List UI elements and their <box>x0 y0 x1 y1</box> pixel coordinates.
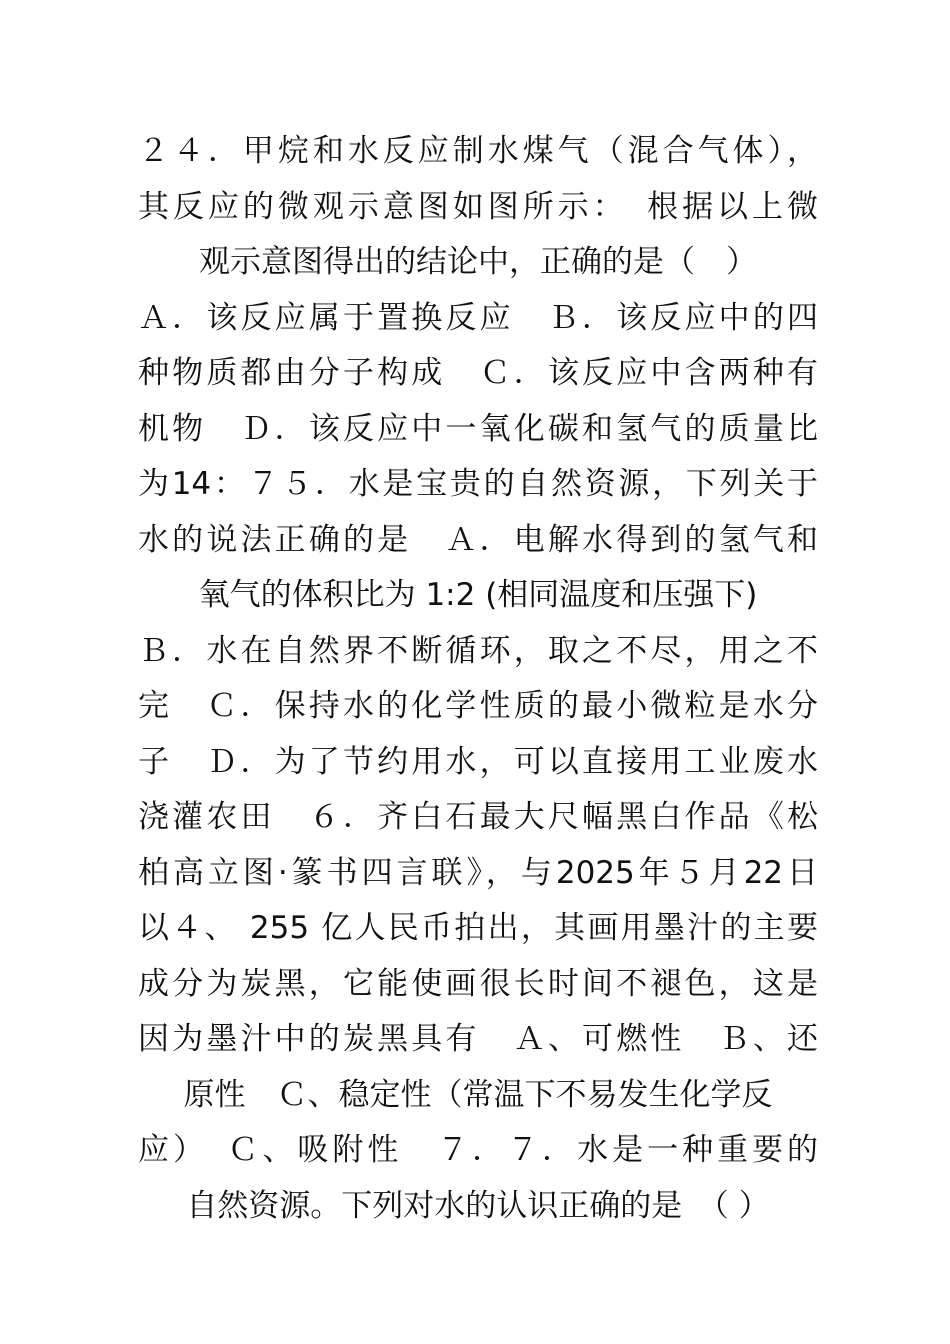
text-line-7: 为14：７５．水是宝贵的自然资源，下列关于 <box>138 466 818 502</box>
text-line-17: 因为墨汁中的炭黑具有 Ａ、可燃性 Ｂ、还 <box>138 1021 818 1057</box>
text-line-9: 氧气的体积比为 1:2 (相同温度和压强下) <box>198 577 758 613</box>
text-line-19: 应） Ｃ、吸附性 ７．７．水是一种重要的 <box>138 1132 818 1168</box>
text-line-14: 柏高立图·篆书四言联》，与2025年５月22日 <box>138 854 818 891</box>
text-line-15: 以４、 255 亿人民币拍出，其画用墨汁的主要 <box>138 910 818 946</box>
text-line-12: 子 Ｄ．为了节约用水，可以直接用工业废水 <box>138 743 818 780</box>
text-line-4: Ａ．该反应属于置换反应 Ｂ．该反应中的四 <box>138 299 818 336</box>
text-line-8: 水的说法正确的是 Ａ．电解水得到的氢气和 <box>138 521 818 558</box>
text-line-1: ２４．甲烷和水反应制水煤气（混合气体）， <box>138 133 818 169</box>
text-line-11: 完 Ｃ．保持水的化学性质的最小微粒是水分 <box>138 688 818 724</box>
text-line-20: 自然资源。下列对水的认识正确的是 （ ） <box>186 1187 770 1224</box>
text-line-18: 原性 Ｃ、稳定性（常温下不易发生化学反 <box>183 1076 773 1113</box>
text-line-2: 其反应的微观示意图如图所示： 根据以上微 <box>138 188 818 225</box>
text-line-6: 机物 Ｄ．该反应中一氧化碳和氢气的质量比 <box>138 410 818 447</box>
question-text <box>138 124 818 1234</box>
text-line-10: Ｂ．水在自然界不断循环，取之不尽，用之不 <box>138 632 818 669</box>
text-line-3: 观示意图得出的结论中，正确的是（ ） <box>199 244 757 280</box>
text-line-5: 种物质都由分子构成 Ｃ．该反应中含两种有 <box>138 355 818 391</box>
text-line-16: 成分为炭黑，它能使画很长时间不褪色，这是 <box>138 965 818 1002</box>
text-line-13: 浇灌农田 ６．齐白石最大尺幅黑白作品《松 <box>138 799 818 835</box>
